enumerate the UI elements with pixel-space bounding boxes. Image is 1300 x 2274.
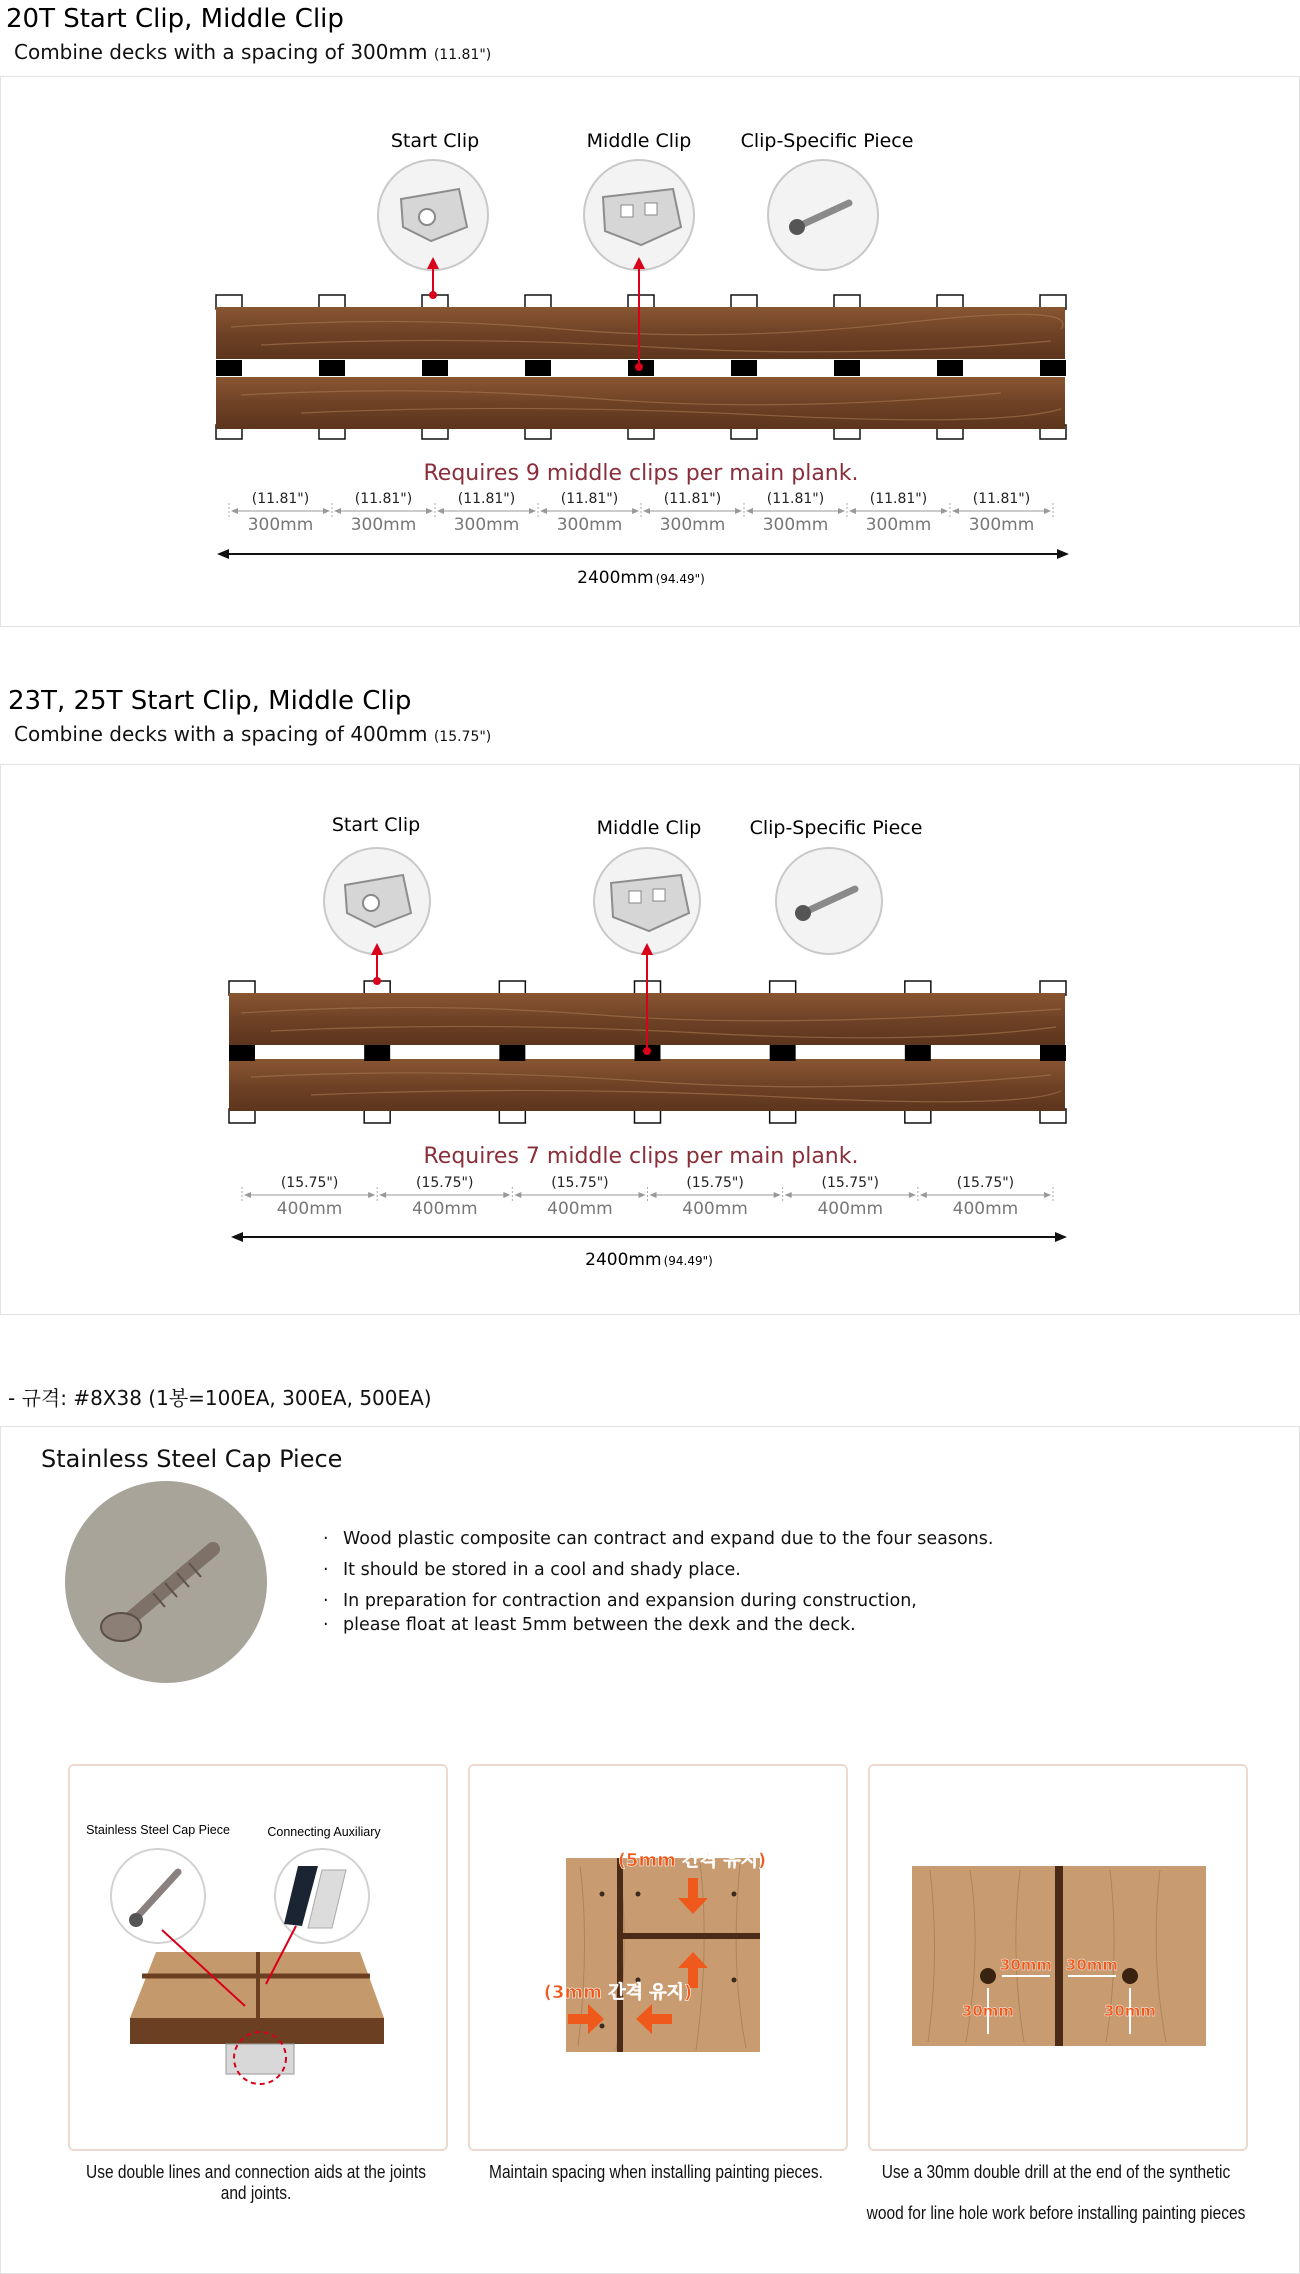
spacing-mm-label: 300mm [247, 515, 314, 535]
section1-plank-bottom [216, 377, 1065, 429]
clip-tab-top [1040, 295, 1066, 309]
clip-tab-bottom [635, 1109, 661, 1123]
section2-label-piece: Clip-Specific Piece [749, 817, 923, 839]
spacing-mm-label: 400mm [276, 1199, 343, 1219]
dimension-arrow [952, 508, 959, 514]
spacing-mm-label: 300mm [968, 515, 1035, 535]
clip-tab-bottom [770, 1109, 796, 1123]
clip-gap-block [319, 360, 345, 376]
dimension-arrow [849, 508, 856, 514]
section1-diagram-panel [0, 76, 1300, 627]
spacing-mm-label: 300mm [762, 515, 829, 535]
dimension-arrow [650, 1192, 657, 1198]
clip-tab-bottom [1040, 1109, 1066, 1123]
card2-caption: Maintain spacing when installing painting pieces. [489, 2162, 823, 2182]
spacing-inch-label: (15.75") [821, 1175, 879, 1191]
clip-gap-block [1040, 1045, 1066, 1061]
dimension-arrow [1044, 508, 1051, 514]
section2-requires-text: Requires 7 middle clips per main plank. [423, 1144, 859, 1169]
card1-caption: Use double lines and connection aids at the joints and joints. [86, 2162, 426, 2203]
card3-dim-down-left: 30mm [961, 2002, 1015, 2020]
card2-tag-3mm: (3mm 간격 유지) [543, 1982, 693, 2003]
clip-gap-block [731, 360, 757, 376]
spacing-mm-label: 400mm [411, 1199, 478, 1219]
card3-caption-line2: wood for line hole work before installing painting pieces [866, 2203, 1246, 2223]
clip-tab-bottom [499, 1109, 525, 1123]
dimension-arrow [426, 508, 433, 514]
clip-tab-top [731, 295, 757, 309]
clip-tab-top [216, 295, 242, 309]
card-joint-connection [68, 1764, 448, 2151]
dimension-arrow [774, 1192, 781, 1198]
spacing-mm-label: 400mm [547, 1199, 613, 1219]
cap-note: · Wood plastic composite can contract and expand due to the four seasons. [323, 1527, 1043, 1551]
clip-gap-block [937, 360, 963, 376]
section1-spacing-dimensions [229, 491, 1053, 535]
section1-label-piece: Clip-Specific Piece [740, 130, 914, 152]
cap-note: · It should be stored in a cool and shady place. [323, 1558, 1043, 1582]
dimension-arrow [514, 1192, 521, 1198]
section1-label-start: Start Clip [390, 130, 480, 152]
spacing-mm-label: 400mm [817, 1199, 884, 1219]
dimension-arrow [941, 508, 948, 514]
spec-line: - 규격: #8X38 (1봉=100EA, 300EA, 500EA) [8, 1386, 432, 1410]
clip-gap-block [1040, 360, 1066, 376]
dimension-arrow [632, 508, 639, 514]
cap-note-continued: · please float at least 5mm between the dexk and the deck. [323, 1613, 1043, 1637]
spacing-mm-label: 300mm [556, 515, 623, 535]
clip-tab-top [319, 295, 345, 309]
spacing-inch-label: (11.81") [766, 491, 825, 507]
clip-tab-top [834, 295, 860, 309]
card1-label-cap: Stainless Steel Cap Piece [86, 1823, 230, 1837]
section2-plank-bottom [229, 1059, 1065, 1111]
clip-tab-top [905, 981, 931, 995]
dimension-arrow [334, 508, 341, 514]
spacing-inch-label: (15.75") [956, 1175, 1015, 1191]
spacing-inch-label: (11.81") [251, 491, 310, 507]
section2-title: 23T, 25T Start Clip, Middle Clip [8, 686, 412, 716]
card-maintain-spacing [468, 1764, 848, 2151]
spacing-inch-label: (11.81") [972, 491, 1031, 507]
spacing-mm-label: 300mm [659, 515, 726, 535]
spacing-inch-label: (11.81") [457, 491, 516, 507]
clip-tab-bottom [905, 1109, 931, 1123]
dimension-arrow [735, 508, 742, 514]
dimension-arrow [540, 508, 547, 514]
clip-gap-block [770, 1045, 796, 1061]
cap-note: · In preparation for contraction and expansion during construction, [323, 1589, 1043, 1613]
card-double-drill [868, 1764, 1248, 2151]
section2-label-start: Start Clip [331, 814, 421, 836]
clip-gap-block [364, 1045, 390, 1061]
spacing-inch-label: (11.81") [869, 491, 928, 507]
spacing-inch-label: (15.75") [416, 1175, 474, 1191]
clip-tab-top [499, 981, 525, 995]
clip-tab-top [937, 295, 963, 309]
spacing-inch-label: (15.75") [686, 1175, 744, 1191]
card2-tag-5mm: (5mm 간격 유지) [617, 1850, 767, 1871]
dimension-arrow [1044, 1192, 1051, 1198]
cap-title: Stainless Steel Cap Piece [41, 1445, 343, 1473]
section1-plank-top [216, 307, 1065, 359]
section2-diagram-panel [0, 764, 1300, 1315]
spacing-mm-label: 400mm [682, 1199, 748, 1219]
dimension-arrow [503, 1192, 510, 1198]
dimension-arrow [529, 508, 536, 514]
clip-tab-top [229, 981, 255, 995]
section2-diagram [1, 765, 1299, 1314]
dimension-arrow [231, 508, 238, 514]
cap-notes-list [323, 1527, 1043, 1644]
dimension-arrow [909, 1192, 916, 1198]
section1-label-middle: Middle Clip [586, 130, 692, 152]
clip-gap-block [229, 1045, 255, 1061]
spacing-mm-label: 300mm [350, 515, 417, 535]
dimension-arrow [785, 1192, 792, 1198]
section1-diagram [1, 77, 1299, 626]
clip-tab-top [1040, 981, 1066, 995]
section1-requires-text: Requires 9 middle clips per main plank. [423, 461, 859, 486]
card3-dim-left: 30mm [999, 1956, 1053, 1974]
card1-label-aux: Connecting Auxiliary [267, 1825, 381, 1839]
clip-tab-top [525, 295, 551, 309]
card3-dim-down-right: 30mm [1103, 2002, 1157, 2020]
dimension-arrow [379, 1192, 386, 1198]
cap-piece-panel [0, 1426, 1300, 2274]
section2-total-length: 2400mm (94.49") [585, 1250, 713, 1270]
spacing-inch-label: (11.81") [354, 491, 413, 507]
spacing-inch-label: (11.81") [560, 491, 619, 507]
dimension-arrow [244, 1192, 251, 1198]
dimension-arrow [323, 508, 330, 514]
clip-gap-block [216, 360, 242, 376]
clip-gap-block [834, 360, 860, 376]
spacing-inch-label: (15.75") [280, 1175, 339, 1191]
card3-dim-right: 30mm [1065, 1956, 1119, 1974]
spacing-mm-label: 300mm [453, 515, 520, 535]
section1-title: 20T Start Clip, Middle Clip [6, 4, 344, 34]
dimension-arrow [368, 1192, 375, 1198]
dimension-arrow [920, 1192, 927, 1198]
clip-gap-block [525, 360, 551, 376]
dimension-arrow [643, 508, 650, 514]
dimension-arrow [639, 1192, 646, 1198]
dimension-arrow [437, 508, 444, 514]
section2-label-middle: Middle Clip [596, 817, 702, 839]
section2-spacing-dimensions [242, 1175, 1053, 1219]
spacing-mm-label: 300mm [865, 515, 932, 535]
clip-gap-block [905, 1045, 931, 1061]
section1-total-length: 2400mm (94.49") [577, 568, 705, 588]
clip-tab-bottom [364, 1109, 390, 1123]
clip-tab-top [628, 295, 654, 309]
spacing-mm-label: 400mm [952, 1199, 1019, 1219]
spacing-inch-label: (15.75") [551, 1175, 609, 1191]
cap-screw-icon [63, 1479, 269, 1685]
clip-gap-block [499, 1045, 525, 1061]
clip-tab-bottom [229, 1109, 255, 1123]
section1-subtitle: Combine decks with a spacing of 300mm (11.81") [14, 40, 492, 64]
spacing-inch-label: (11.81") [663, 491, 722, 507]
clip-tab-top [770, 981, 796, 995]
dimension-arrow [746, 508, 753, 514]
section2-subtitle: Combine decks with a spacing of 400mm (15.75") [14, 722, 492, 746]
dimension-arrow [838, 508, 845, 514]
card3-caption-line1: Use a 30mm double drill at the end of the synthetic [881, 2162, 1231, 2182]
clip-gap-block [422, 360, 448, 376]
